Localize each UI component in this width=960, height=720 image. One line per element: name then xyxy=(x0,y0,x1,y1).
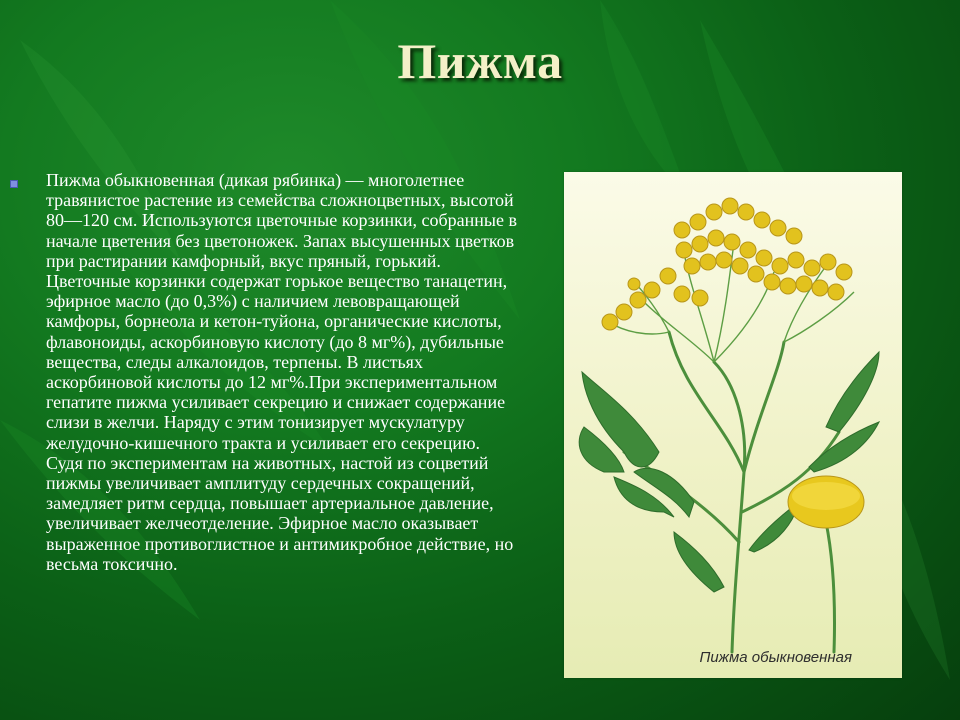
slide-title: Пижма xyxy=(397,33,563,89)
square-bullet-icon xyxy=(10,180,18,188)
description-paragraph: Пижма обыкновенная (дикая рябинка) — многолетнее травянистое растение из семейства сложноцветных, высотой 80—120 см. Используются цветочные корзинки, собранные в начале цветения без цветоножек. Запах высушенных цветков при растирании камфорный, вкус пряный, горький. Цветочные корзинки содержат горькое вещество танацетин, эфирное масло (до 0,3%) с наличием левовращающей камфоры, борнеола и кетон-туйона, органические кислоты, флавоноиды, аскорбиновую кислоту (до 8 мг%), дубильные вещества, следы алкалоидов, терпены. В листьях аскорбиновой кислоты до 12 мг%.При экспериментальном гепатите пижма усиливает секрецию и снижает содержание слизи в желчи. Наряду с этим тонизирует мускулатуру желудочно-кишечного тракта и усиливает его секрецию. Судя по экспериментам на животных, настой из соцветий пижмы увеличивает амплитуду сердечных сокращений, замедляет ритм сердца, повышает артериальное давление, увеличивает желчеотделение. Эфирное масло оказывает выраженное противоглистное и антимикробное действие, но весьма токсично. xyxy=(46,170,517,574)
tansy-illustration-figure xyxy=(564,172,902,678)
figure-caption: Пижма обыкновенная xyxy=(699,649,852,666)
tansy-plant-icon xyxy=(564,172,902,678)
body-text-block xyxy=(10,170,520,574)
